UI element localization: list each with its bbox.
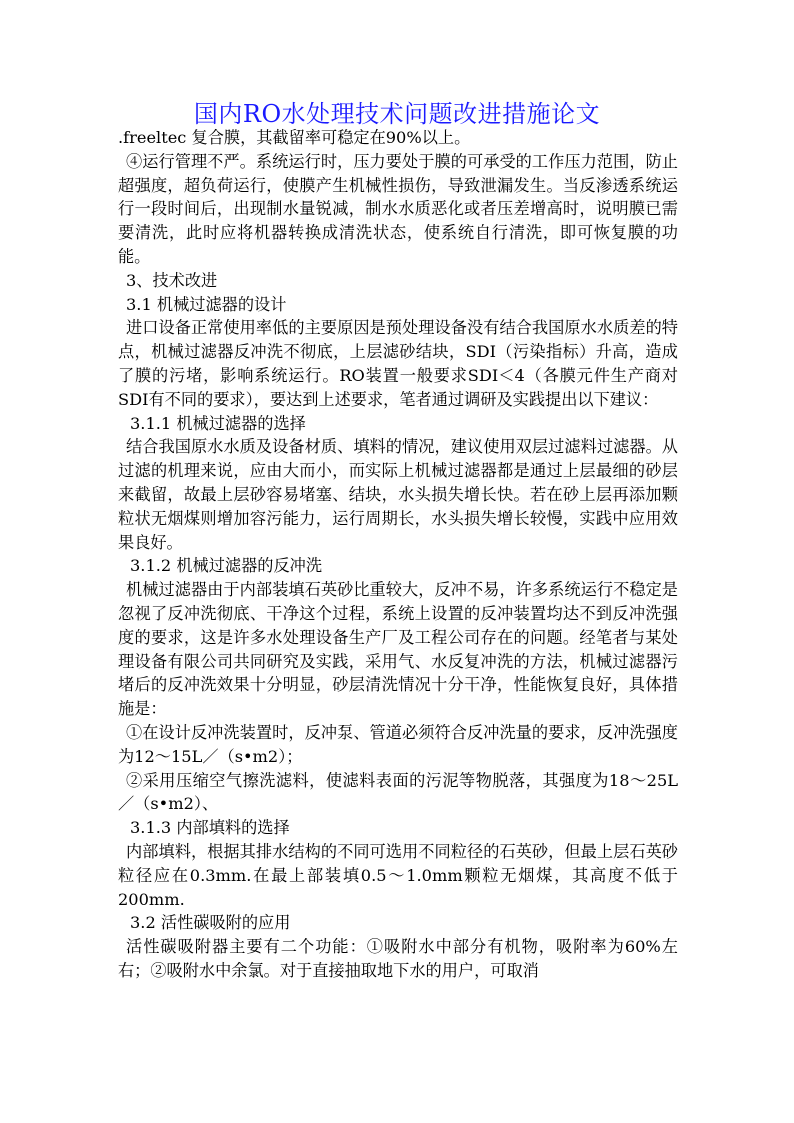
paragraph-filter-selection: 结合我国原水水质及设备材质、填料的情况，建议使用双层过滤料过滤器。从过滤的机理来说，应由大而小，而实际上机械过滤器都是通过上层最细的砂层来截留，故最上层砂容易堵塞、结块，水头损失增长快。若在砂上层再添加颗粒状无烟煤则增加容污能力，运行周期长，水头损失增长较慢，实践中应用效果良好。 [118, 437, 678, 552]
subsection-heading: 3.1.2 机械过滤器的反冲洗 [130, 556, 323, 576]
subsection-heading: 3.1.3 内部填料的选择 [130, 818, 290, 838]
subsection-heading: 3.2 活性碳吸附的应用 [130, 913, 291, 933]
paragraph-continuation: .freeltec 复合膜，其截留率可稳定在90%以上。 [118, 128, 471, 147]
list-item-backwash-2: ②采用压缩空气擦洗滤料，使滤料表面的污泥等物脱落，其强度为18～25L／（s•m2）、 [118, 770, 678, 814]
paragraph-filler: 内部填料，根据其排水结构的不同可选用不同粒径的石英砂，但最上层石英砂粒径应在0.3mm.在最上部装填0.5～1.0mm颗粒无烟煤，其高度不低于200mm. [118, 841, 678, 909]
document-title: 国内RO水处理技术问题改进措施论文 [193, 100, 601, 128]
section-heading: 3、技术改进 [126, 270, 218, 290]
paragraph-backwash: 机械过滤器由于内部装填石英砂比重较大，反冲不易，许多系统运行不稳定是忽视了反冲洗彻底、干净这个过程，系统上设置的反冲装置均达不到反冲洗强度的要求，这是许多水处理设备生产厂及工程公司存在的问题。经笔者与某处理设备有限公司共同研究及实践，采用气、水反复冲洗的方法，机械过滤器污堵后的反冲洗效果十分明显，砂层清洗情况十分干净，性能恢复良好，具体措施是： [118, 580, 678, 719]
paragraph-filter-design: 进口设备正常使用率低的主要原因是预处理设备没有结合我国原水水质差的特点，机械过滤器反冲洗不彻底，上层滤砂结块，SDI（污染指标）升高，造成了膜的污堵，影响系统运行。RO装置一般要求SDI＜4（各膜元件生产商对SDI有不同的要求），要达到上述要求，笔者通过调研及实践提出以下建议： [118, 318, 678, 409]
list-item-backwash-1: ①在设计反冲洗装置时，反冲泵、管道必须符合反冲洗量的要求，反冲洗强度为12～15L／（s•m2）； [118, 722, 678, 766]
subsection-heading: 3.1 机械过滤器的设计 [126, 294, 287, 314]
subsection-heading: 3.1.1 机械过滤器的选择 [130, 413, 306, 433]
document-body [118, 126, 678, 983]
paragraph-activated-carbon: 活性碳吸附器主要有二个功能：①吸附水中部分有机物，吸附率为60%左右；②吸附水中余氯。对于直接抽取地下水的用户，可取消 [118, 937, 678, 980]
paragraph-management: ④运行管理不严。系统运行时，压力要处于膜的可承受的工作压力范围，防止超强度，超负荷运行，使膜产生机械性损伤，导致泄漏发生。当反渗透系统运行一段时间后，出现制水量锐减，制水水质恶化或者压差增高时，说明膜已需要清洗，此时应将机器转换成清洗状态，使系统自行清洗，即可恢复膜的功能。 [118, 151, 678, 266]
